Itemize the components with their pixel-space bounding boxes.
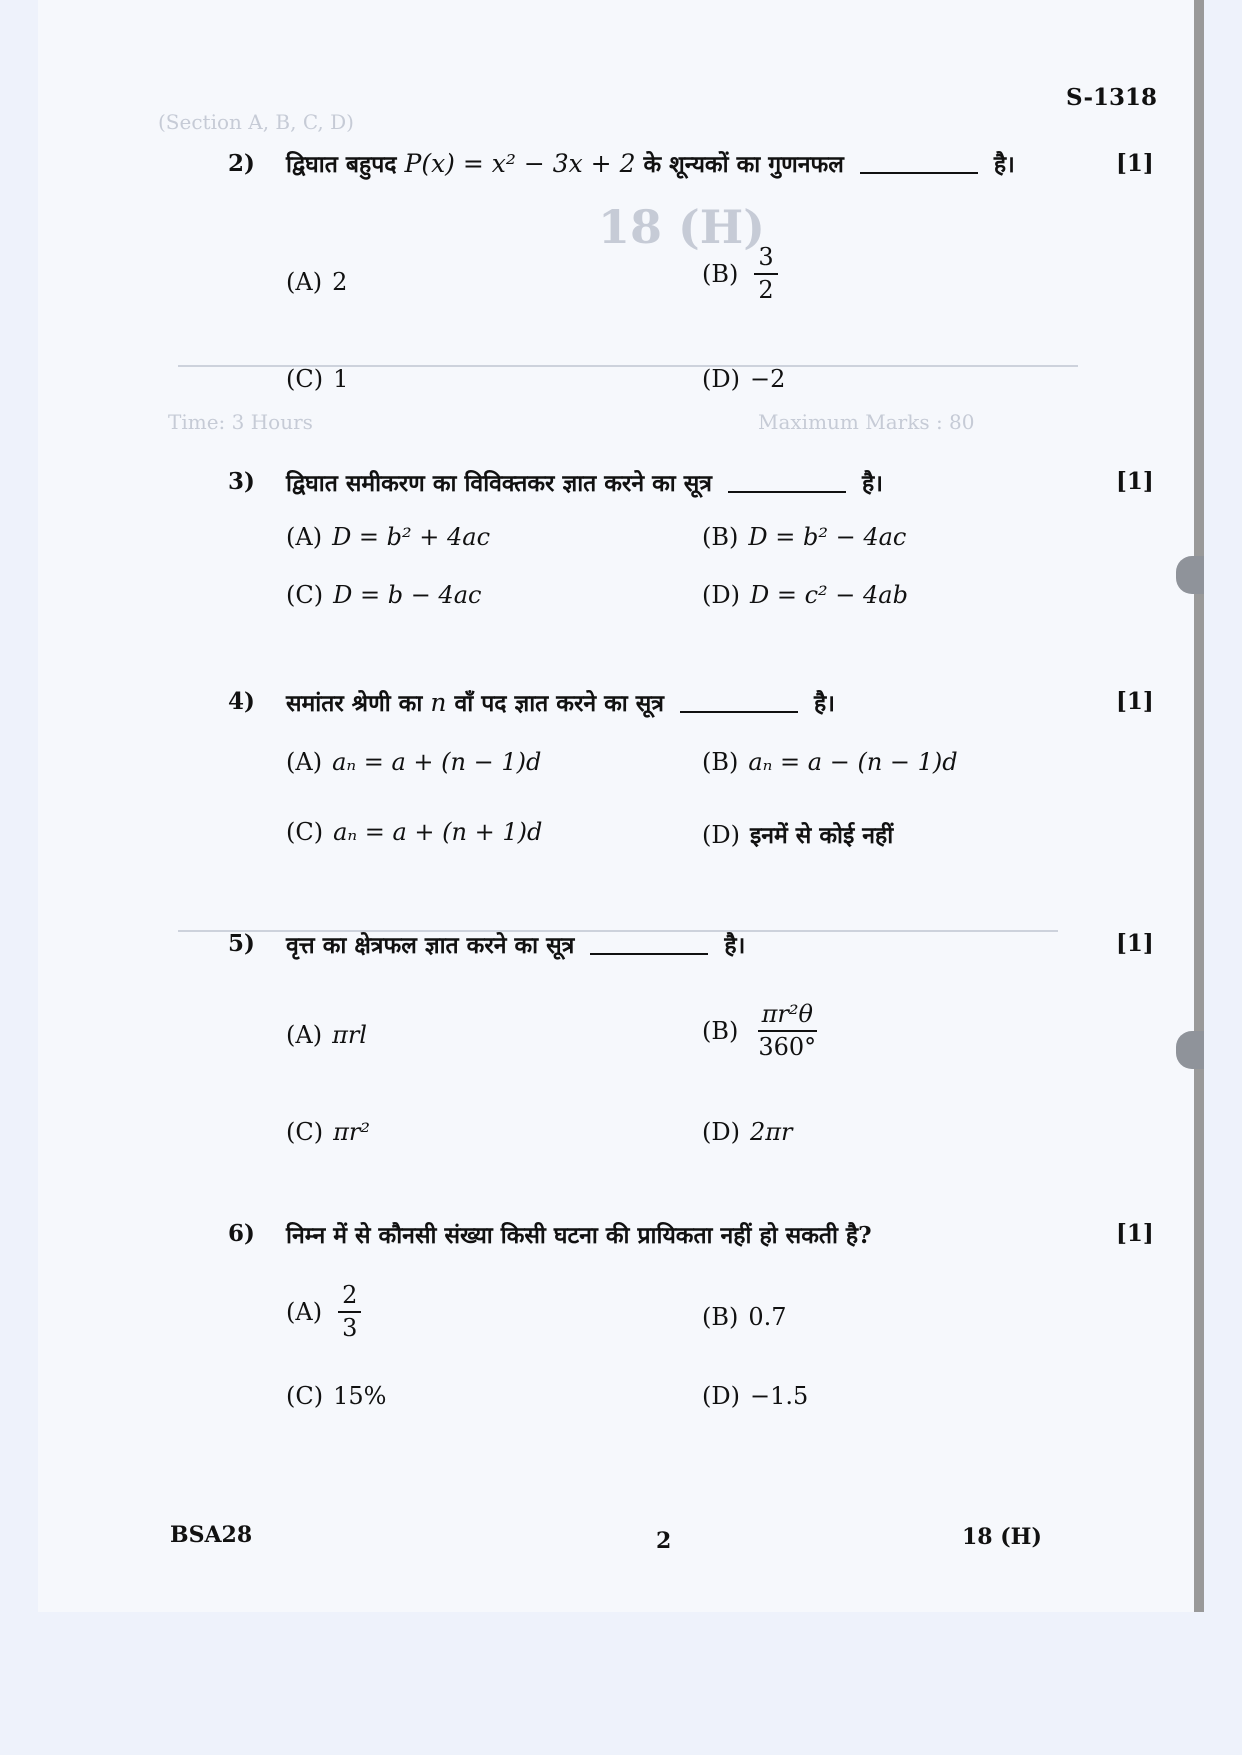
fraction-numerator: 2 <box>338 1283 361 1313</box>
option-label: (B) <box>702 1303 739 1331</box>
marks-label: [1] <box>1116 468 1154 495</box>
answer-blank <box>590 953 708 955</box>
option-b <box>702 245 778 303</box>
option-label: (A) <box>286 268 323 296</box>
bleed-through-text: Time: 3 Hours <box>168 410 313 434</box>
question-text <box>286 1218 872 1250</box>
option-value: इनमें से कोई नहीं <box>749 822 894 849</box>
option-c <box>286 1118 370 1146</box>
footer-code: BSA28 <box>170 1522 253 1548</box>
question-suffix: है। <box>993 151 1015 178</box>
option-label: (D) <box>702 365 740 393</box>
option-value: aₙ = a + (n + 1)d <box>333 818 543 846</box>
option-d <box>702 1118 792 1146</box>
question-text <box>286 466 883 498</box>
option-label: (C) <box>286 581 324 609</box>
question-suffix: है। <box>724 932 746 959</box>
option-value: D = c² − 4ab <box>749 581 908 609</box>
question-suffix: है। <box>862 470 883 497</box>
option-value: −1.5 <box>749 1382 809 1410</box>
question-number: 5) <box>228 930 255 957</box>
option-value: πr² <box>333 1118 370 1146</box>
fraction <box>754 1002 820 1060</box>
bleed-through-text: Maximum Marks : 80 <box>758 410 975 434</box>
option-value: D = b² + 4ac <box>332 523 491 551</box>
option-label: (A) <box>286 1298 323 1327</box>
question-text <box>286 928 745 960</box>
question-text <box>286 147 1015 179</box>
marks-label: [1] <box>1116 150 1154 177</box>
option-d <box>702 818 893 850</box>
marks-label: [1] <box>1116 688 1154 715</box>
marks-label: [1] <box>1116 930 1154 957</box>
option-label: (A) <box>286 523 323 551</box>
question-text-part: द्विघात समीकरण का विविक्तकर ज्ञात करने का सूत्र <box>286 470 712 497</box>
question-suffix: है। <box>814 690 835 717</box>
punch-hole <box>1176 1031 1204 1069</box>
option-label: (C) <box>286 365 324 393</box>
polynomial-formula: P(x) = x² − 3x + 2 <box>404 149 636 178</box>
option-value: D = b² − 4ac <box>748 523 907 551</box>
option-label: (C) <box>286 818 324 846</box>
option-value: aₙ = a − (n − 1)d <box>748 748 958 776</box>
question-number: 6) <box>228 1220 255 1247</box>
punch-hole <box>1176 556 1204 594</box>
question-text-part: समांतर श्रेणी का <box>286 690 423 717</box>
exam-page <box>38 0 1204 1612</box>
bleed-through-text: 18 (H) <box>598 200 766 254</box>
option-value: 2πr <box>749 1118 793 1146</box>
question-text-part: निम्न में से कौनसी संख्या किसी घटना की प्रायिकता नहीं हो सकती है? <box>286 1222 872 1249</box>
option-d <box>702 365 785 393</box>
answer-blank <box>728 491 846 493</box>
option-b <box>702 523 906 551</box>
option-label: (B) <box>702 523 739 551</box>
option-a <box>286 268 347 296</box>
fraction <box>754 245 777 303</box>
option-c <box>286 365 348 393</box>
question-text-part: वृत्त का क्षेत्रफल ज्ञात करने का सूत्र <box>286 932 575 959</box>
option-b <box>702 748 958 776</box>
option-label: (B) <box>702 260 739 289</box>
question-text <box>286 686 835 718</box>
question-text-part: वाँ पद ज्ञात करने का सूत्र <box>454 690 665 717</box>
footer-subject-code: 18 (H) <box>962 1524 1042 1550</box>
option-b <box>702 1002 820 1060</box>
option-value: 2 <box>332 268 348 296</box>
option-b <box>702 1303 787 1331</box>
option-a <box>286 523 490 551</box>
option-value: D = b − 4ac <box>333 581 482 609</box>
question-text-part: के शून्यकों का गुणनफल <box>643 151 844 178</box>
option-value: πrl <box>332 1021 367 1049</box>
answer-blank <box>680 711 798 713</box>
fraction-denominator: 2 <box>758 276 774 305</box>
option-value: 1 <box>333 365 349 393</box>
paper-code: S-1318 <box>1066 84 1158 111</box>
option-value: 0.7 <box>748 1303 787 1331</box>
option-label: (D) <box>702 1382 740 1410</box>
variable-n: n <box>430 688 447 717</box>
marks-label: [1] <box>1116 1220 1154 1247</box>
question-number: 4) <box>228 688 255 715</box>
option-a <box>286 748 541 776</box>
option-d <box>702 1382 808 1410</box>
option-a <box>286 1283 361 1341</box>
fraction-denominator: 3 <box>342 1314 358 1343</box>
option-label: (B) <box>702 1017 739 1046</box>
question-number: 2) <box>228 150 255 177</box>
option-label: (A) <box>286 1021 323 1049</box>
option-label: (C) <box>286 1382 324 1410</box>
question-number: 3) <box>228 468 255 495</box>
bleed-through-text: (Section A, B, C, D) <box>158 110 354 134</box>
option-d <box>702 581 908 609</box>
question-text-part: द्विघात बहुपद <box>286 151 397 178</box>
option-label: (D) <box>702 581 740 609</box>
option-a <box>286 1021 367 1049</box>
option-label: (A) <box>286 748 323 776</box>
option-label: (D) <box>702 1118 740 1146</box>
fraction-numerator: 3 <box>754 245 777 275</box>
option-label: (D) <box>702 821 740 849</box>
answer-blank <box>860 172 978 174</box>
option-c <box>286 818 542 846</box>
option-value: 15% <box>333 1382 387 1410</box>
fraction-denominator: 360° <box>758 1033 817 1062</box>
option-label: (B) <box>702 748 739 776</box>
page-number: 2 <box>656 1528 672 1554</box>
option-value: aₙ = a + (n − 1)d <box>332 748 542 776</box>
option-c <box>286 581 481 609</box>
option-c <box>286 1382 386 1410</box>
fraction <box>338 1283 361 1341</box>
option-value: −2 <box>749 365 786 393</box>
fraction-numerator: πr²θ <box>758 1002 817 1032</box>
option-label: (C) <box>286 1118 324 1146</box>
